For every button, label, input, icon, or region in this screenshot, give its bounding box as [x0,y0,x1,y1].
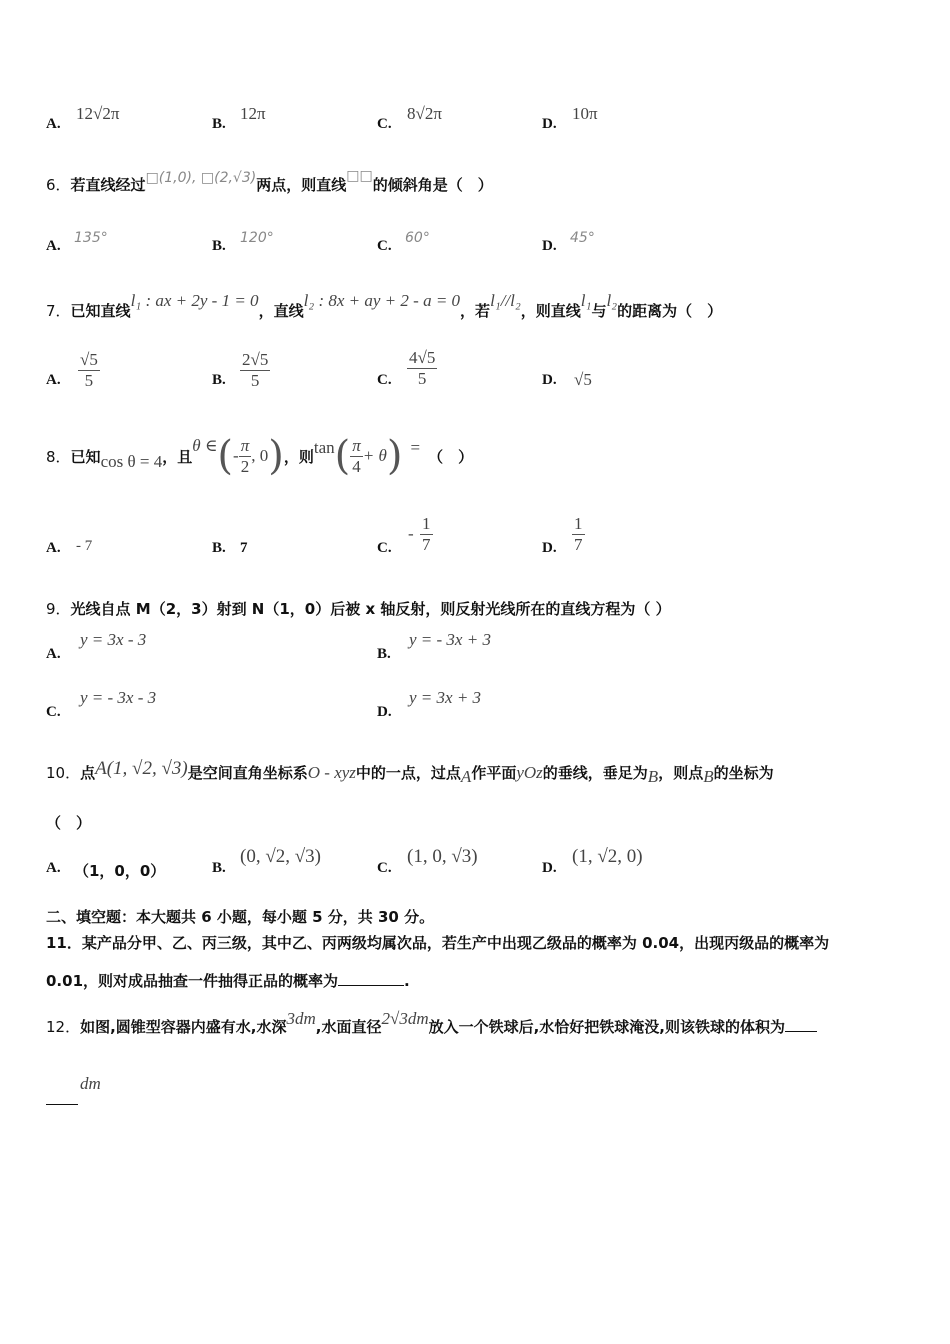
q7-stem-part1: 已知直线 [70,302,131,320]
q9-number: 9． [46,600,71,618]
q12-diameter: 2√3dm [381,1009,429,1028]
q8-option-d-label: D. [542,540,557,556]
q9-option-d-label: D. [377,704,392,720]
q9-stem-text: 光线自点 M（2，3）射到 N（1，0）后被 x 轴反射，则反射光线所在的直线方程为（ ） [70,600,671,618]
q11-line2-text: 0.01，则对成品抽查一件抽得正品的概率为 [46,972,339,990]
q7-option-c-fraction [407,348,437,389]
q8-pi: π [240,435,250,455]
q8-option-a-value: - 7 [76,538,93,554]
q11-answer-blank[interactable] [338,985,404,986]
q8-right-paren-icon: ) [268,433,284,479]
q6-boxes: □□ [346,168,373,184]
q8-option-a-label: A. [46,540,61,556]
q7-parallel: l₁//l₂ [490,291,521,310]
q7-number: 7． [46,302,71,320]
q6-option-a-label: A. [46,238,61,254]
q6-option-b-value: 120° [240,230,274,246]
q10-stem-part1: 点 [80,764,96,782]
q10-option-a-value: （1，0，0） [74,862,166,880]
q6-stem-part2: 两点，则直线 [256,176,347,194]
q8-option-c-denominator: 7 [422,535,431,554]
q7-line1-eq: l₁ : ax + 2y - 1 = 0 [130,291,259,310]
q8-stem-part2: ，且 [162,447,193,466]
q8-option-c-numerator: 1 [422,514,431,533]
q5-option-d-value: 10π [572,104,598,123]
q8-pi-over-4 [350,436,363,477]
q8-plus-theta: + θ [362,446,387,465]
q6-option-d-label: D. [542,238,557,254]
q8-option-c-fraction [420,514,433,555]
q9-option-d-value: y = 3x + 3 [409,688,482,707]
q11-line2 [46,970,410,991]
q10-stem-part3: 中的一点，过点 [355,764,461,782]
q5-option-a-value: 12√2π [76,104,120,123]
q5-option-a-label: A. [46,116,61,132]
q6-option-a-value: 135° [74,230,108,246]
q10-stem-part4: 作平面 [471,764,517,782]
q7-line2-eq: l₂ : 8x + ay + 2 - a = 0 [303,291,461,310]
q10-stem-part2: 是空间直角坐标系 [187,764,308,782]
q7-option-d-label: D. [542,372,557,388]
q7-option-b-label: B. [212,372,226,388]
q8-option-c-label: C. [377,540,392,556]
q5-option-b-value: 12π [240,104,266,123]
q7-stem-part2: ，直线 [258,302,304,320]
q8-stem [46,428,473,484]
q10-stem-part6: ，则点 [658,764,704,782]
q8-option-b-value: 7 [240,540,248,556]
q8-tan: tan [313,438,335,457]
q7-stem-part3: ，若 [460,302,491,320]
q6-stem-part1: 若直线经过 [70,176,146,194]
q8-option-d-denominator: 7 [574,535,583,554]
q6-option-d-value: 45° [570,230,595,246]
q10-stem [46,758,774,786]
q10-stem-part5: 的垂线，垂足为 [542,764,648,782]
q7-stem-part4: ，则直线 [520,302,581,320]
q5-option-d-label: D. [542,116,557,132]
q7-l1: l₁ [580,291,592,310]
q10-a-label: A [460,767,472,786]
q7-stem-part5: 与 [591,302,607,320]
q12-unit: dm [80,1074,101,1093]
q6-points: □(1,0), □(2,√3) [145,170,257,186]
q8-number: 8． [46,447,71,466]
q6-stem-part3: 的倾斜角是（ ） [372,176,493,194]
q12-depth: 3dm [286,1009,316,1028]
q9-option-a-label: A. [46,646,61,662]
q8-tan-left-paren-icon: ( [334,433,351,479]
q12-answer-blank-continued[interactable] [46,1104,78,1105]
q10-option-d-label: D. [542,860,557,876]
q10-plane: yOz [516,763,543,782]
section-2-title: 二、填空题：本大题共 6 小题，每小题 5 分，共 30 分。 [46,908,435,926]
q7-option-a-label: A. [46,372,61,388]
q6-stem [46,168,493,195]
q10-option-c-label: C. [377,860,392,876]
q12-answer-blank[interactable] [785,1031,817,1032]
q7-option-a-fraction [78,350,100,391]
q9-option-c-value: y = - 3x - 3 [80,688,157,707]
q8-pi-2: π [352,435,361,455]
q10-stem-part7: 的坐标为 [713,764,774,782]
q7-option-c-numerator: 4√5 [409,348,436,367]
q8-stem-part3: ，则 [283,447,314,466]
q8-option-c-sign: - [408,524,414,543]
q7-option-b-numerator: 2√5 [242,350,269,369]
q11-period: . [404,972,410,990]
q8-pi-over-2 [239,436,252,477]
q7-option-c-denominator: 5 [417,369,427,388]
q8-interval-right: , 0 [251,446,269,465]
q8-minus: - [233,446,239,465]
q8-option-b-label: B. [212,540,226,556]
q5-option-c-value: 8√2π [407,104,442,123]
q8-stem-part4: （ ） [428,447,474,466]
q7-option-d-value: √5 [574,370,592,389]
q7-option-a-numerator: √5 [80,350,98,369]
q7-option-a-denominator: 5 [84,371,94,390]
q9-option-a-value: y = 3x - 3 [80,630,147,649]
q8-two: 2 [240,456,250,476]
q10-b-label-2: B [703,767,714,786]
q10-coordinate-system: O - xyz [307,763,356,782]
q8-left-paren-icon: ( [217,433,234,479]
q5-option-b-label: B. [212,116,226,132]
q7-option-b-denominator: 5 [250,371,260,390]
q12-stem-part3: 放入一个铁球后,水恰好把铁球淹没,则该铁球的体积为 [428,1018,785,1036]
q6-option-c-label: C. [377,238,392,254]
q7-option-c-label: C. [377,372,392,388]
q8-theta-in: θ ∈ [192,436,218,455]
q12-number: 12． [46,1018,81,1036]
q6-option-b-label: B. [212,238,226,254]
q9-stem [46,598,671,619]
q8-stem-part1: 已知 [70,447,101,466]
q7-stem-part6: 的距离为（ ） [617,302,723,320]
q10-option-b-label: B. [212,860,226,876]
q9-option-b-value: y = - 3x + 3 [409,630,491,649]
q8-option-d-numerator: 1 [574,514,583,533]
q7-stem [46,291,723,321]
q6-number: 6． [46,176,71,194]
q11-line1: 11．某产品分甲、乙、丙三级，其中乙、丙两级均属次品，若生产中出现乙级品的概率为 0.04，出现丙级品的概率为 [46,934,830,952]
q8-condition: cos θ = 4 [100,452,163,471]
q7-option-b-fraction [240,350,270,391]
q10-option-b-value: (0, √2, √3) [240,846,322,867]
q8-four: 4 [352,456,361,476]
q10-answer-paren: （ ） [46,814,92,832]
q10-point-a: A(1, √2, √3) [95,758,188,779]
q9-option-c-label: C. [46,704,61,720]
q10-number: 10． [46,764,81,782]
q12-stem-part2: ,水面直径 [315,1018,382,1036]
q12-stem [46,1009,817,1037]
q8-equals: = [410,438,421,457]
q9-option-b-label: B. [377,646,391,662]
q10-b-label: B [647,767,659,786]
q10-option-a-label: A. [46,860,61,876]
q10-option-d-value: (1, √2, 0) [572,846,643,867]
q8-option-d-fraction [572,514,585,555]
q10-option-c-value: (1, 0, √3) [407,846,478,867]
q7-l2: l₂ [606,291,618,310]
q8-tan-right-paren-icon: ) [386,433,403,479]
q12-stem-part1: 如图,圆锥型容器内盛有水,水深 [80,1018,287,1036]
q5-option-c-label: C. [377,116,392,132]
q6-option-c-value: 60° [405,230,430,246]
